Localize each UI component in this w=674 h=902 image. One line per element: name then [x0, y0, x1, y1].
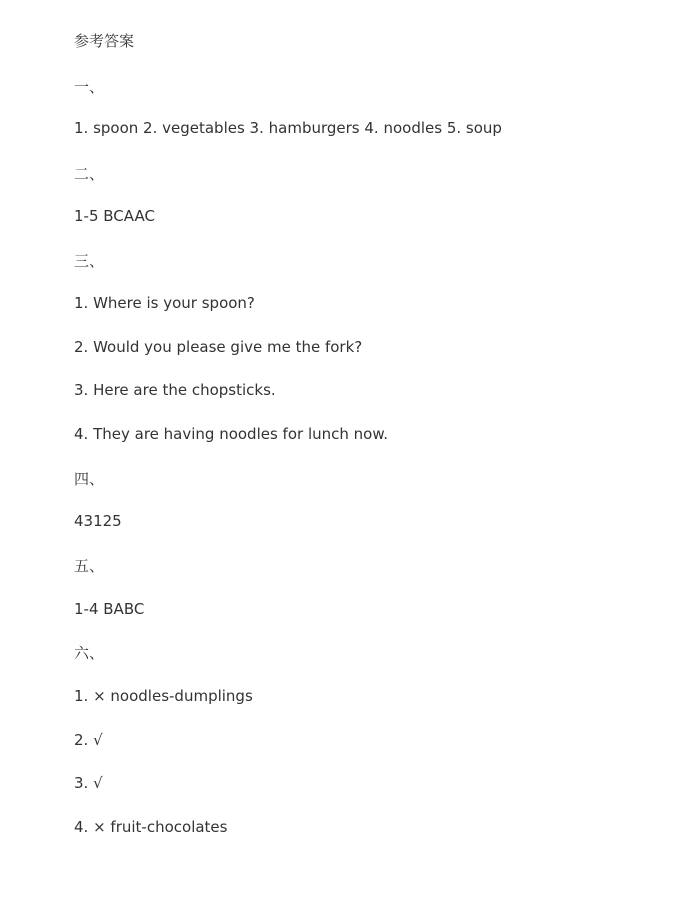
answer-line: 4. They are having noodles for lunch now. — [74, 425, 388, 443]
answer-line: 3. Here are the chopsticks. — [74, 381, 276, 399]
answer-line: 2. √ — [74, 731, 103, 749]
section-heading-6: 六、 — [74, 644, 105, 662]
section-heading-2: 二、 — [74, 165, 105, 183]
answer-line: 43125 — [74, 512, 122, 530]
answer-line: 1-5 BCAAC — [74, 207, 155, 225]
answer-line: 2. Would you please give me the fork? — [74, 338, 363, 356]
section-heading-4: 四、 — [74, 470, 105, 488]
section-heading-1: 一、 — [74, 78, 105, 96]
answer-line: 1. × noodles-dumplings — [74, 687, 253, 705]
document-title: 参考答案 — [74, 32, 135, 50]
answer-line: 3. √ — [74, 774, 103, 792]
answer-line: 1. spoon 2. vegetables 3. hamburgers 4. noodles 5. soup — [74, 119, 502, 137]
section-heading-5: 五、 — [74, 557, 105, 575]
answer-line: 1-4 BABC — [74, 600, 145, 618]
section-heading-3: 三、 — [74, 252, 105, 270]
answer-line: 1. Where is your spoon? — [74, 294, 255, 312]
answer-line: 4. × fruit-chocolates — [74, 818, 228, 836]
